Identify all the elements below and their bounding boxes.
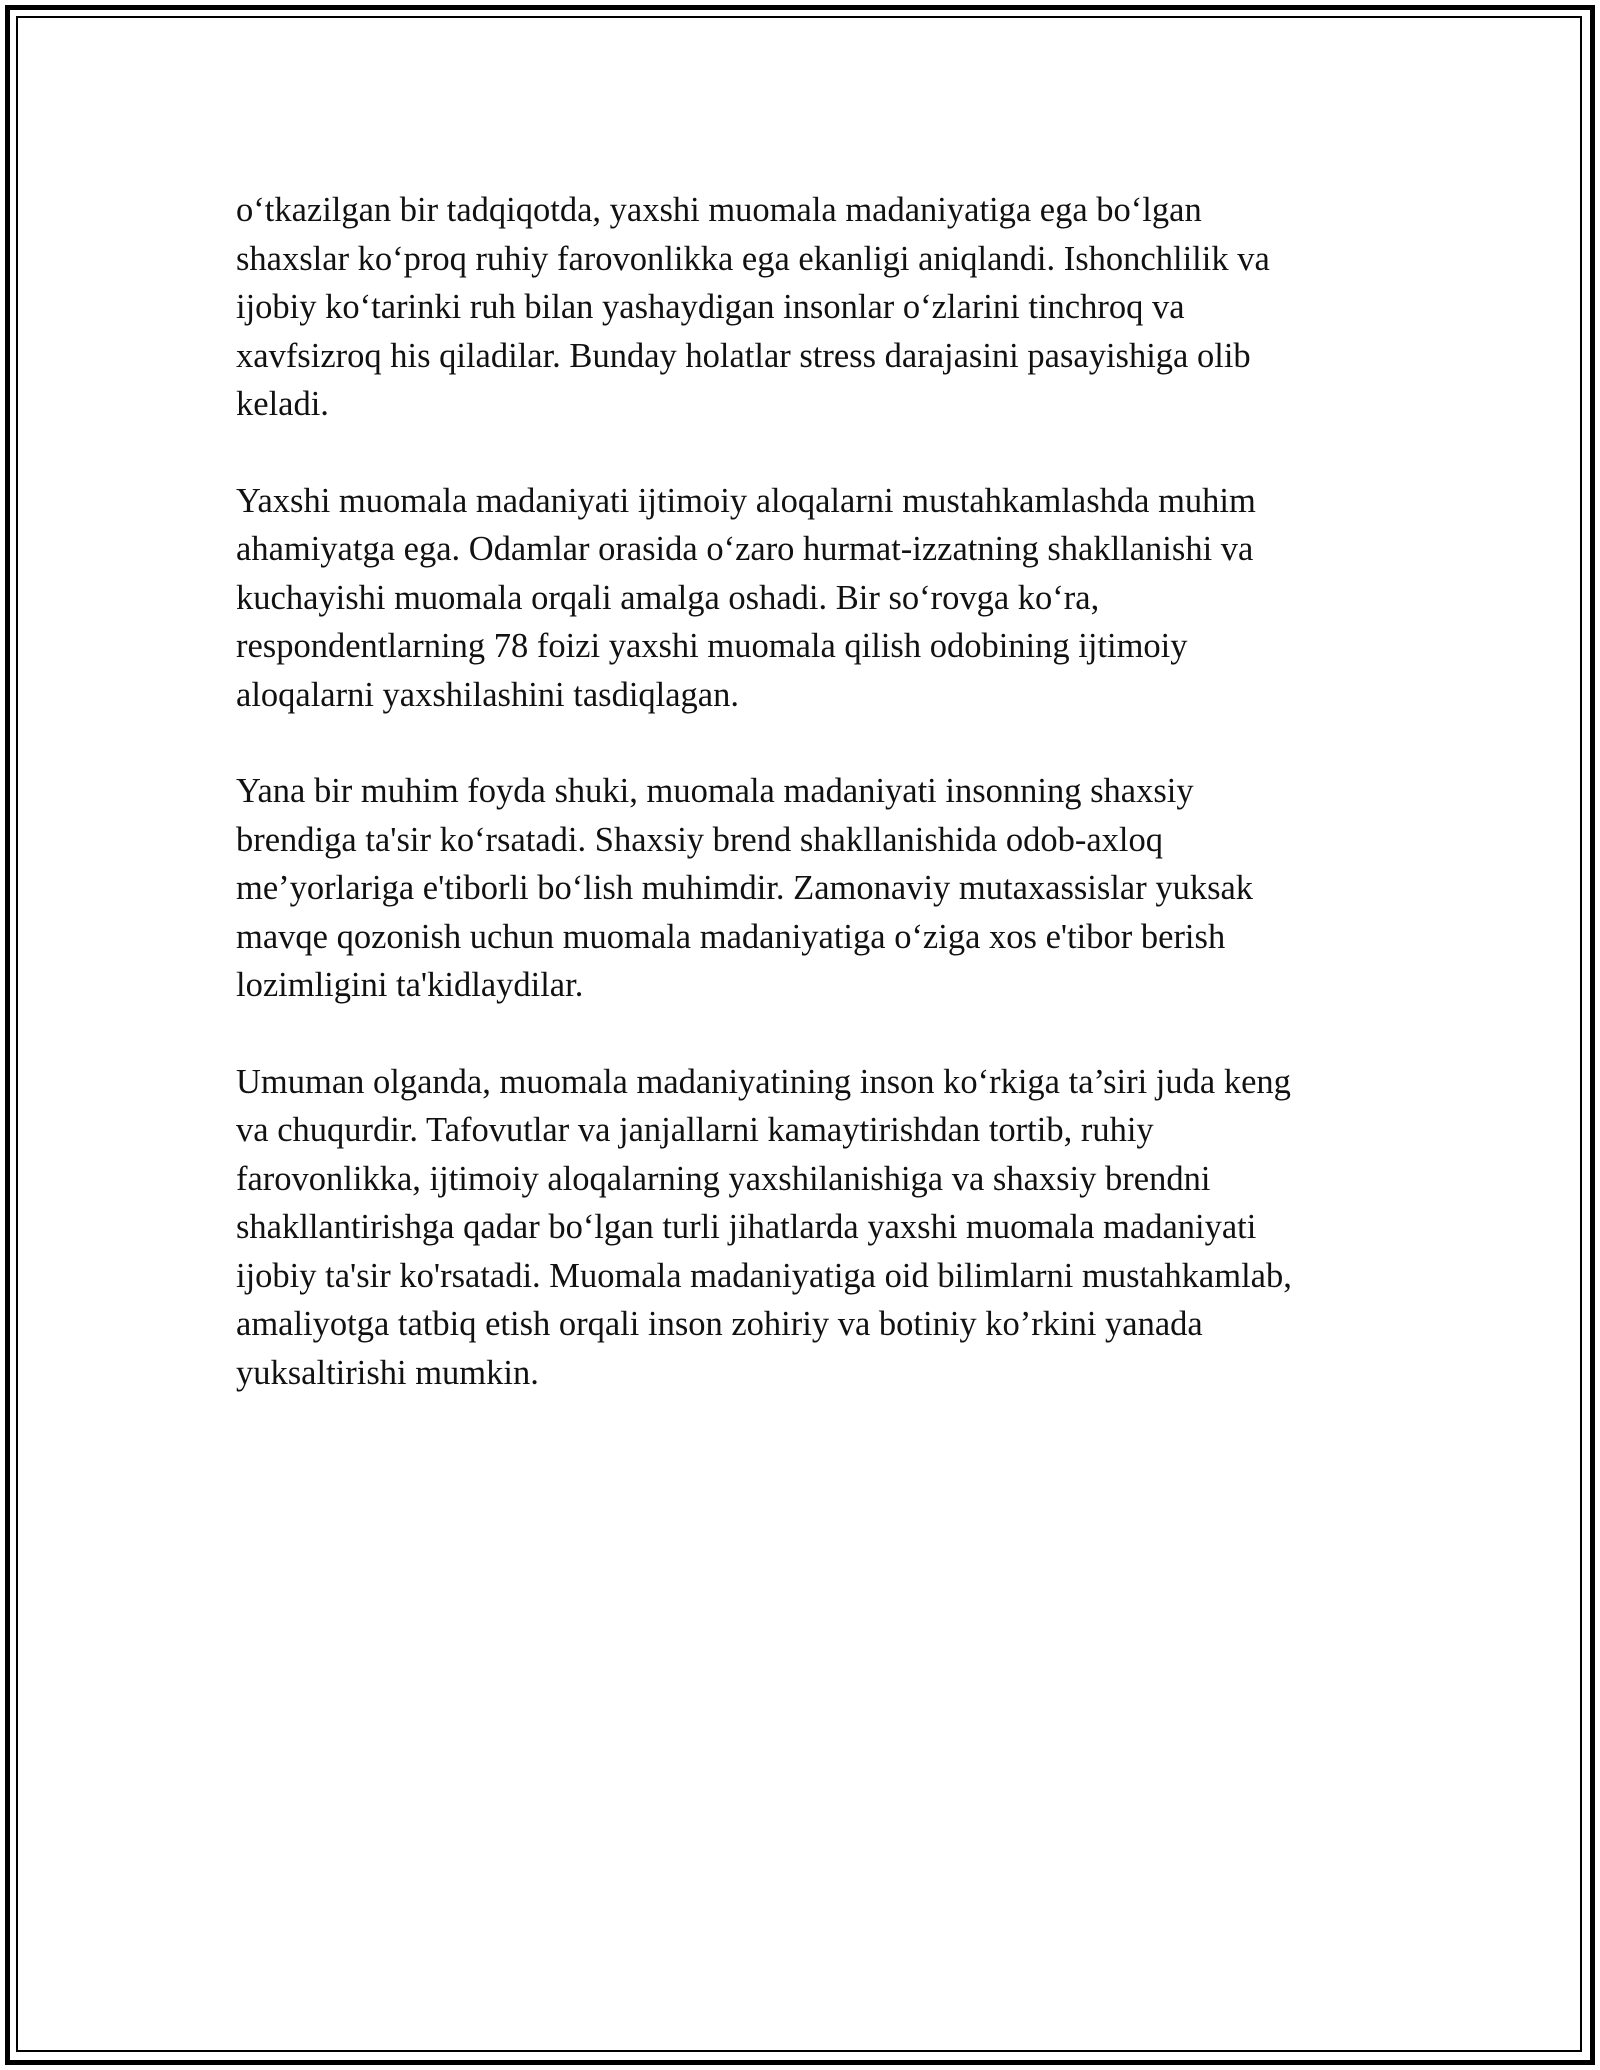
- text-line: shaxslar ko‘proq ruhiy farovonlikka ega ekanligi aniqlandi. Ishonchlilik va: [236, 239, 1270, 278]
- text-line: keladi.: [236, 385, 329, 423]
- text-line: kuchayishi muomala orqali amalga oshadi. Bir so‘rovga ko‘ra,: [236, 578, 1100, 617]
- document-body: [236, 186, 1364, 1445]
- text-line: va chuqurdir. Tafovutlar va janjallarni kamaytirishdan tortib, ruhiy: [236, 1111, 1154, 1149]
- text-line: Yana bir muhim foyda shuki, muomala madaniyati insonning shaxsiy: [236, 772, 1194, 810]
- text-line: mavqe qozonish uchun muomala madaniyatiga o‘ziga xos e'tibor berish: [236, 917, 1226, 956]
- text-line: xavfsizroq his qiladilar. Bunday holatlar stress darajasini pasayishiga olib: [236, 336, 1251, 375]
- text-line: me’yorlariga e'tiborli bo‘lish muhimdir. Zamonaviy mutaxassislar yuksak: [236, 869, 1254, 907]
- text-line: respondentlarning 78 foizi yaxshi muomala qilish odobining ijtimoiy: [236, 627, 1188, 665]
- text-line: amaliyotga tatbiq etish orqali inson zohiriy va botiniy ko’rkini yanada: [236, 1305, 1203, 1343]
- text-line: aloqalarni yaxshilashini tasdiqlagan.: [236, 675, 739, 714]
- text-line: shakllantirishga qadar bo‘lgan turli jihatlarda yaxshi muomala madaniyati: [236, 1208, 1257, 1246]
- text-line: brendiga ta'sir ko‘rsatadi. Shaxsiy brend shakllanishida odob-axloq: [236, 820, 1163, 859]
- paragraph-3: [236, 767, 1364, 1010]
- text-line: Yaxshi muomala madaniyati ijtimoiy aloqalarni mustahkamlashda muhim: [236, 481, 1256, 520]
- text-line: o‘tkazilgan bir tadqiqotda, yaxshi muomala madaniyatiga ega bo‘lgan: [236, 191, 1202, 229]
- text-line: farovonlikka, ijtimoiy aloqalarning yaxshilanishiga va shaxsiy brendni: [236, 1159, 1211, 1198]
- paragraph-1: [236, 186, 1364, 429]
- paragraph-2: [236, 477, 1364, 720]
- text-line: yuksaltirishi mumkin.: [236, 1353, 539, 1392]
- text-line: Umuman olganda, muomala madaniyatining inson ko‘rkiga ta’siri juda keng: [236, 1062, 1291, 1101]
- text-line: lozimligini ta'kidlaydilar.: [236, 966, 584, 1004]
- paragraph-4: [236, 1058, 1364, 1398]
- text-line: ijobiy ko‘tarinki ruh bilan yashaydigan insonlar o‘zlarini tinchroq va: [236, 288, 1185, 326]
- text-line: ijobiy ta'sir ko'rsatadi. Muomala madaniyatiga oid bilimlarni mustahkamlab,: [236, 1256, 1292, 1295]
- text-line: ahamiyatga ega. Odamlar orasida o‘zaro hurmat-izzatning shakllanishi va: [236, 530, 1254, 568]
